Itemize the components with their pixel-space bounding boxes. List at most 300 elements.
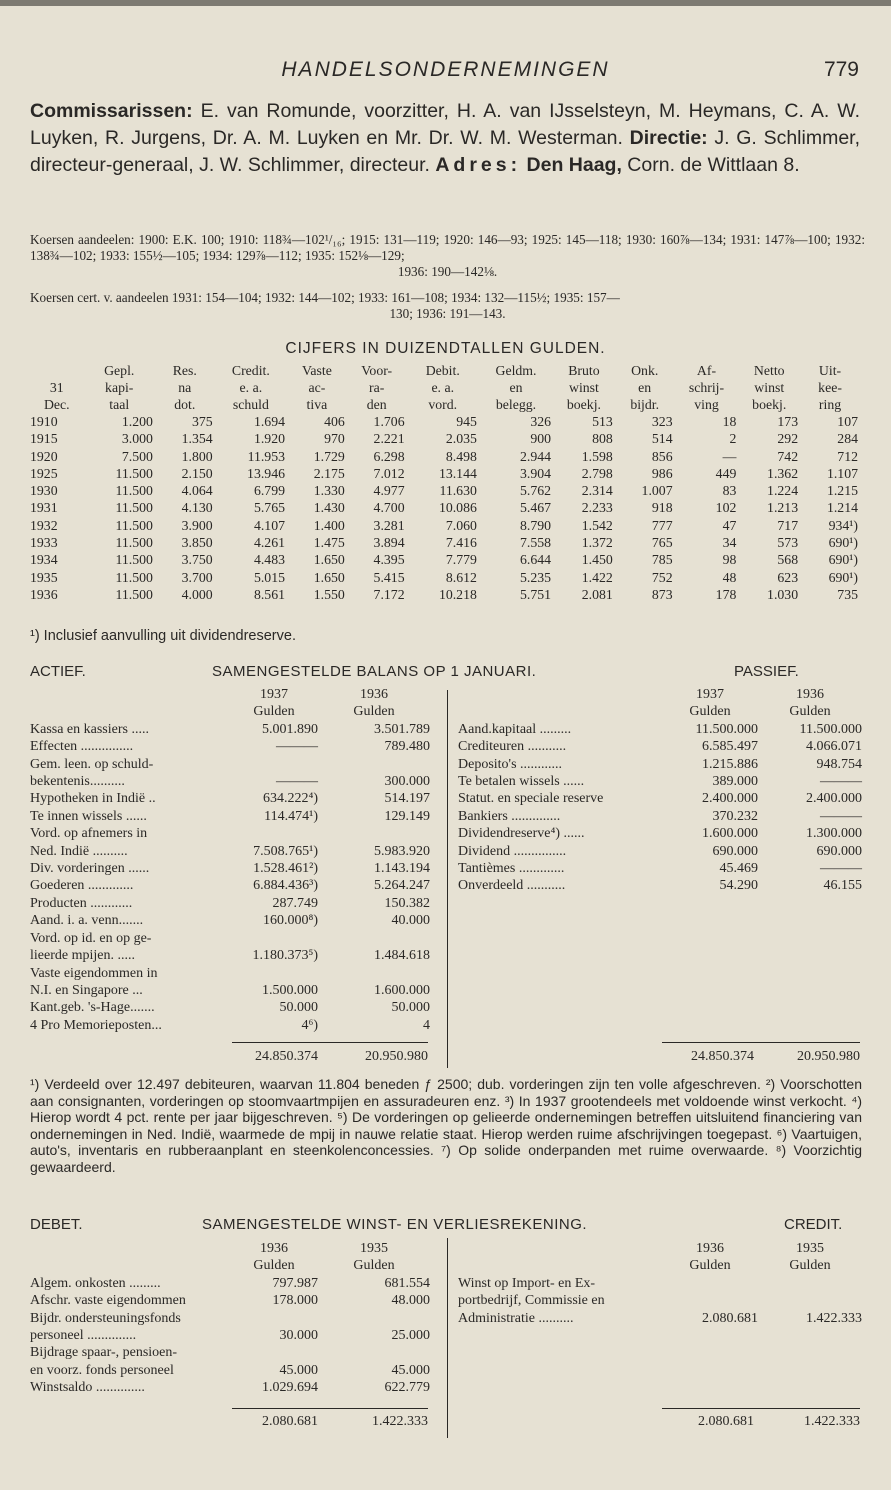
cijfers-cell: 2.150 [181,465,213,481]
cijfers-cell: 5.765 [253,500,285,516]
debet-total-rule [232,1408,428,1409]
ledger-value: 1.528.461²) [253,861,318,877]
cijfers-cell: — [722,448,737,464]
cijfers-cell: 1932 [30,517,58,533]
cijfers-cell: 2 [729,431,737,447]
cijfers-cell: 11.953 [247,448,285,464]
cijfers-row [30,465,860,482]
credit-body [458,1240,862,1327]
credit-total [662,1413,860,1430]
cijfers-body [30,413,860,603]
cijfers-footnote: ¹) Inclusief aanvulling uit dividendreserve. [30,628,296,644]
cijfers-cell: 7.416 [445,535,477,551]
debet-table [30,1240,430,1397]
ledger-row [30,1362,430,1379]
cijfers-cell: 785 [651,552,673,568]
ledger-value: 1.600.000 [374,982,430,998]
ledger-value [758,1275,862,1292]
cijfers-cell: 107 [837,414,858,429]
cijfers-cell: 375 [192,414,213,429]
ledger-value: 11.500.000 [695,721,758,737]
cijfers-header-line: e. a. [239,380,263,395]
ledger-unit-row [30,703,430,720]
ledger-row [458,738,862,755]
cijfers-cell: 7.500 [121,448,153,464]
cijfers-cell: 11.630 [439,483,477,499]
cijfers-header-line: Netto [753,363,785,378]
cijfers-cell: 514 [651,431,673,447]
ledger-unit: Gulden [353,704,395,720]
cijfers-cell: 690¹) [828,569,858,585]
balans-divider [447,690,448,1068]
cijfers-cell: 7.060 [445,517,477,533]
cijfers-table [30,362,860,603]
cijfers-cell: 690¹) [828,535,858,551]
cijfers-cell: 918 [651,500,673,516]
cijfers-cell: 3.850 [181,535,213,551]
cijfers-header-line: kapi- [105,380,134,395]
actief-total-1937: 24.850.374 [255,1049,318,1064]
cijfers-header-cell [287,362,347,413]
cijfers-cell: 11.500 [115,552,153,568]
ledger-value: 4 [423,1017,430,1033]
ledger-value: 1.422.333 [806,1310,862,1326]
ledger-value: 45.469 [719,861,758,877]
ledger-value: 1.180.373⁵) [252,948,318,964]
cijfers-cell: 1.330 [313,483,345,499]
cijfers-cell: 34 [722,535,737,551]
ledger-row [458,843,862,860]
cijfers-caption: CIJFERS IN DUIZENDTALLEN GULDEN. [285,340,606,357]
debet-label: DEBET. [30,1216,83,1233]
ledger-label: Bankiers .............. [458,808,561,824]
ledger-value: 1.600.000 [702,826,758,842]
ledger-year: 1937 [696,687,724,702]
cijfers-cell: 717 [777,517,799,533]
cijfers-cell: 3.281 [373,517,405,533]
ledger-value: 1.300.000 [806,826,862,842]
ledger-value [318,756,430,773]
ledger-label: Vord. op id. en op ge- [30,930,152,946]
cijfers-cell: 1.362 [767,465,799,481]
cijfers-cell: 7.012 [373,465,405,481]
cijfers-cell: 10.086 [438,500,477,516]
cijfers-cell: 4.395 [373,552,405,568]
cijfers-cell: 10.218 [438,586,477,602]
passief-body [458,686,862,895]
cijfers-cell: 808 [592,431,613,447]
cijfers-cell: 11.500 [115,465,153,481]
ledger-value [662,1275,758,1292]
ledger-value: ——— [820,808,862,824]
actief-total [232,1048,428,1065]
cijfers-cell: 970 [324,431,345,447]
cijfers-header-row [30,362,860,413]
ledger-unit-row [30,1257,430,1274]
cijfers-row [30,482,860,499]
cijfers-cell: 4.700 [373,500,405,516]
cijfers-header-cell [615,362,675,413]
ledger-year-row [30,1240,430,1257]
cijfers-cell: 4.000 [181,586,213,602]
ledger-spacer [458,686,662,703]
cijfers-cell: 568 [777,552,799,568]
ledger-label: Afschr. vaste eigendommen [30,1293,186,1309]
passief-total-1936: 20.950.980 [797,1049,860,1064]
ledger-value: 6.884.436³) [253,878,318,894]
cijfers-cell: 1910 [30,414,58,429]
ledger-label: Dividendreserve⁴) ...... [458,826,585,842]
ledger-year-row [458,1240,862,1257]
ledger-spacer [30,686,230,703]
ledger-value: 46.155 [823,878,862,894]
cijfers-header-line: winst [754,380,785,395]
cijfers-header-line: boekj. [752,397,787,412]
cijfers-cell: 1.450 [581,552,613,568]
cijfers-cell: 5.751 [520,586,552,602]
adres-label: Adres: [435,154,522,176]
ledger-row [30,773,430,790]
ledger-label: Winst op Import- en Ex- [458,1275,596,1291]
ledger-row [458,825,862,842]
cijfers-cell: 5.467 [520,500,552,516]
ledger-value: 5.264.247 [374,878,430,894]
actief-table [30,686,430,1034]
ledger-row [30,1017,430,1034]
cijfers-cell: 1.400 [313,517,345,533]
ledger-row [30,1275,430,1292]
ledger-label: Tantièmes ............. [458,861,565,877]
cijfers-cell: 1.650 [313,552,345,568]
cijfers-cell: 18 [722,414,737,429]
passief-total [662,1048,860,1065]
ledger-value: 6.585.497 [702,739,758,755]
cijfers-cell: 4.130 [181,500,213,516]
cijfers-row [30,586,860,603]
ledger-year: 1936 [360,687,388,702]
cijfers-cell: 5.762 [520,483,552,499]
credit-total-1935: 1.422.333 [804,1414,860,1429]
ledger-row [30,895,430,912]
ledger-row [30,947,430,964]
ledger-label: Producten ............ [30,895,133,911]
cijfers-cell: 11.500 [115,569,153,585]
cijfers-row [30,534,860,551]
ledger-label: Deposito's ............ [458,756,563,772]
cijfers-cell: 8.790 [520,517,552,533]
ledger-value: 1.029.694 [262,1380,318,1396]
ledger-value [758,1292,862,1309]
ledger-label: Dividend ............... [458,843,567,859]
ledger-spacer [458,703,662,720]
cijfers-cell: 48 [722,569,737,585]
ledger-row [30,1327,430,1344]
ledger-value: 690.000 [816,843,862,859]
ledger-value [318,825,430,842]
cijfers-header-line: winst [568,380,599,395]
cijfers-row [30,551,860,568]
cijfers-cell: 777 [651,517,673,533]
cijfers-cell: 1.706 [373,414,405,429]
cijfers-cell: 735 [837,586,858,602]
ledger-row [30,721,430,738]
koersen-cert-text: Koersen cert. v. aandeelen 1931: 154—104; 1932: 144—102; 1933: 161—108; 1934: 132—115½; 1935: 157— [30,290,620,305]
ledger-value [318,1310,430,1327]
ledger-spacer [30,703,230,720]
ledger-row [458,1310,862,1327]
cijfers-cell: 1936 [30,586,58,602]
cijfers-cell: 6.298 [373,448,405,464]
credit-table [458,1240,862,1327]
ledger-year: 1936 [696,1241,724,1256]
cijfers-cell: 873 [651,586,673,602]
ledger-label: portbedrijf, Commissie en [458,1293,605,1309]
ledger-label: Administratie .......... [458,1310,574,1326]
cijfers-cell: 13.144 [438,465,477,481]
ledger-unit-row [458,1257,862,1274]
ledger-row [30,808,430,825]
ledger-year-row [458,686,862,703]
cijfers-cell: 1935 [30,569,58,585]
cijfers-cell: 11.500 [115,586,153,602]
cijfers-cell: 3.904 [520,465,552,481]
ledger-row [30,825,430,842]
cijfers-cell: 3.894 [373,535,405,551]
cijfers-header-line: e. a. [431,380,455,395]
cijfers-header-line: Debit. [425,363,460,378]
passief-total-rule [662,1042,860,1043]
cijfers-cell: 2.035 [445,431,477,447]
company-intro [30,98,860,179]
ledger-value: 4.066.071 [806,739,862,755]
cijfers-header-cell [675,362,739,413]
ledger-label: Hypotheken in Indië .. [30,791,156,807]
cijfers-cell: 326 [530,414,552,429]
ledger-value [230,1344,318,1361]
ledger-unit: Gulden [689,704,731,720]
koersen-aandeelen [30,232,865,280]
cijfers-header-cell [30,362,84,413]
ledger-value: 1.500.000 [262,982,318,998]
debet-total-1935: 1.422.333 [372,1414,428,1429]
cijfers-cell: 1.107 [826,465,858,481]
cijfers-cell: 5.415 [373,569,405,585]
ledger-year: 1936 [796,687,824,702]
cijfers-row [30,569,860,586]
ledger-unit-row [458,703,862,720]
balans-footnotes: ¹) Verdeeld over 12.497 debiteuren, waarvan 11.804 beneden ƒ 2500; dub. vorderingen zijn ten volle afgeschreven. ²) Voorschotten aan consignanten, vorderingen op stoomvaartmpijen en assuradeuren enz. ³) In 1937 grootendeels met voldoende winst verkocht. ⁴) Hierop wordt 4 pct. rente per jaar bijgeschreven. ⁵) De vorderingen op gelieerde ondernemingen betreffen uitsluitend financiering van ondernemingen in Ned. Indië, waarmede de mpij in nauwe relatie staat. Hierop werden ruime afschrijvingen toegepast. ⁶) Vaartuigen, auto's, inventaris en rubberaanplant en steenkolenconcessies. ⁷) Op solide onderpanden met ruime overwaarde. ⁸) Voorzichtig gewaardeerd. [30,1076,862,1175]
cijfers-cell: 1920 [30,448,58,464]
ledger-label: Statut. en speciale reserve [458,791,604,807]
ledger-row [458,721,862,738]
commissarissen-text: E. van Romunde, voorzitter, H. A. van IJsselsteyn, M. Heymans, C. A. W. Luyken, R. Jurgens, Dr. A. M. Luyken en Mr. Dr. W. M. Westerman. [30,100,860,149]
ledger-row [458,808,862,825]
ledger-value: 45.000 [279,1362,318,1378]
cijfers-cell: 1.372 [581,535,613,551]
cijfers-cell: 1.200 [121,414,153,429]
ledger-spacer [30,1240,230,1257]
cijfers-header-line: Credit. [231,363,270,378]
ledger-label: Kassa en kassiers ..... [30,721,149,737]
cijfers-cell: 3.700 [181,569,213,585]
cijfers-cell: 4.107 [253,517,285,533]
ledger-value: 48.000 [391,1293,430,1309]
ledger-value: 129.149 [384,808,430,824]
ledger-row [30,1344,430,1361]
cijfers-cell: 449 [715,465,737,481]
cijfers-header-line: bijdr. [630,397,660,412]
cijfers-header-line: dot. [174,397,196,412]
ledger-value: 114.474¹) [264,808,318,824]
ledger-year: 1937 [260,687,288,702]
ledger-label: Goederen ............. [30,878,134,894]
ledger-value: 3.501.789 [374,721,430,737]
cijfers-cell: 2.221 [373,431,405,447]
cijfers-cell: 1934 [30,552,58,568]
ledger-value: ——— [820,774,862,790]
cijfers-header-line: Bruto [568,363,600,378]
ledger-value [318,930,430,947]
ledger-row [30,999,430,1016]
cijfers-cell: 1.030 [767,586,799,602]
cijfers-header-cell [84,362,155,413]
ledger-label: N.I. en Singapore ... [30,982,143,998]
cijfers-header-cell [800,362,860,413]
cijfers-cell: 1.224 [767,483,799,499]
cijfers-cell: 2.175 [313,465,345,481]
ledger-value: 11.500.000 [799,721,862,737]
balans-caption: SAMENGESTELDE BALANS OP 1 JANUARI. [212,663,537,680]
debet-body [30,1240,430,1397]
cijfers-cell: 102 [715,500,737,516]
ledger-label: Bijdrage spaar-, pensioen- [30,1345,178,1361]
ledger-label: Vaste eigendommen in [30,965,158,981]
cijfers-cell: 1930 [30,483,58,499]
cijfers-cell: 1.729 [313,448,345,464]
ledger-row [458,860,862,877]
ledger-value: 5.001.890 [262,721,318,737]
cijfers-header-line: Vaste [301,363,332,378]
cijfers-header-line: ring [818,397,842,412]
ledger-label: Onverdeeld ........... [458,878,566,894]
cijfers-header-cell [155,362,215,413]
ledger-value: 30.000 [279,1328,318,1344]
ledger-value: ——— [276,739,318,755]
ledger-label: bekentenis.......... [30,774,125,790]
ledger-label: Winstsaldo .............. [30,1380,145,1396]
cijfers-header-line: ving [694,397,719,412]
cijfers-header-line: Res. [172,363,197,378]
ledger-row [458,756,862,773]
cijfers-cell: 11.500 [115,500,153,516]
cijfers-header-line: schrij- [688,380,725,395]
ledger-row [30,877,430,894]
actief-body [30,686,430,1034]
ledger-value: 370.232 [712,808,758,824]
ledger-value: ——— [276,774,318,790]
cijfers-cell: 573 [777,535,799,551]
cijfers-header-line: Voor- [361,363,393,378]
cijfers-header-line: taal [109,397,130,412]
ledger-value: 681.554 [384,1275,430,1291]
debet-total-1936: 2.080.681 [262,1414,318,1429]
cijfers-cell: 752 [651,569,673,585]
ledger-label: lieerde mpijen. ..... [30,948,135,964]
page-number: 779 [823,58,859,81]
cijfers-cell: 1.550 [313,586,345,602]
ledger-value [662,1292,758,1309]
ledger-label: en voorz. fonds personeel [30,1362,174,1378]
ledger-unit: Gulden [789,704,831,720]
ledger-value [230,756,318,773]
ledger-spacer [458,1240,662,1257]
ledger-year: 1935 [796,1241,824,1256]
cijfers-cell: 6.799 [253,483,285,499]
ledger-label: personeel .............. [30,1328,137,1344]
ledger-value: 389.000 [712,774,758,790]
directie-text: J. G. Schlimmer, directeur-generaal, J. W. Schlimmer, directeur. [30,127,861,176]
cijfers-header-line: Onk. [631,363,659,378]
cijfers-cell: 292 [777,431,799,447]
ledger-value: 5.983.920 [374,843,430,859]
ledger-value: 50.000 [279,1000,318,1016]
ledger-label: Ned. Indië .......... [30,843,128,859]
ledger-value: 948.754 [816,756,862,772]
cijfers-header-line: Dec. [43,397,70,412]
ledger-label: Crediteuren ........... [458,739,567,755]
cijfers-cell: 284 [837,431,858,447]
cijfers-cell: 1931 [30,500,58,516]
cijfers-row [30,499,860,516]
ledger-value: 45.000 [391,1362,430,1378]
cijfers-cell: 856 [651,448,673,464]
ledger-value: 4⁶) [301,1017,318,1033]
adres-city: Den Haag, [526,154,622,176]
ledger-value: 178.000 [272,1293,318,1309]
ledger-value: 150.382 [384,895,430,911]
ledger-label: Div. vorderingen ...... [30,861,150,877]
cijfers-cell: 742 [777,448,799,464]
cijfers-row [30,430,860,447]
cijfers-cell: 7.779 [445,552,477,568]
cijfers-cell: 11.500 [115,535,153,551]
cijfers-header-line: ra- [369,380,385,395]
ledger-value: 40.000 [391,913,430,929]
ledger-value [230,930,318,947]
cijfers-cell: 8.561 [253,586,285,602]
cijfers-header-line: vord. [428,397,458,412]
passief-total-1937: 24.850.374 [691,1049,754,1064]
cijfers-row [30,517,860,534]
ledger-value: 514.197 [384,791,430,807]
cijfers-cell: 934¹) [828,517,858,533]
ledger-value: 789.480 [384,739,430,755]
ledger-row [30,738,430,755]
cijfers-cell: 1915 [30,431,58,447]
ledger-label: Te innen wissels ...... [30,808,147,824]
cijfers-cell: 1.650 [313,569,345,585]
cijfers-header-line: 31 [49,380,64,395]
cijfers-header-line: tiva [306,397,328,412]
ledger-row [30,1310,430,1327]
ledger-value: 690.000 [712,843,758,859]
cijfers-header-cell [738,362,800,413]
ledger-value: 622.779 [384,1380,430,1396]
ledger-value: 160.000⁸) [262,913,318,929]
cijfers-header-line: boekj. [566,397,601,412]
cijfers-cell: 7.558 [520,535,552,551]
ledger-label: Vord. op afnemers in [30,826,148,842]
